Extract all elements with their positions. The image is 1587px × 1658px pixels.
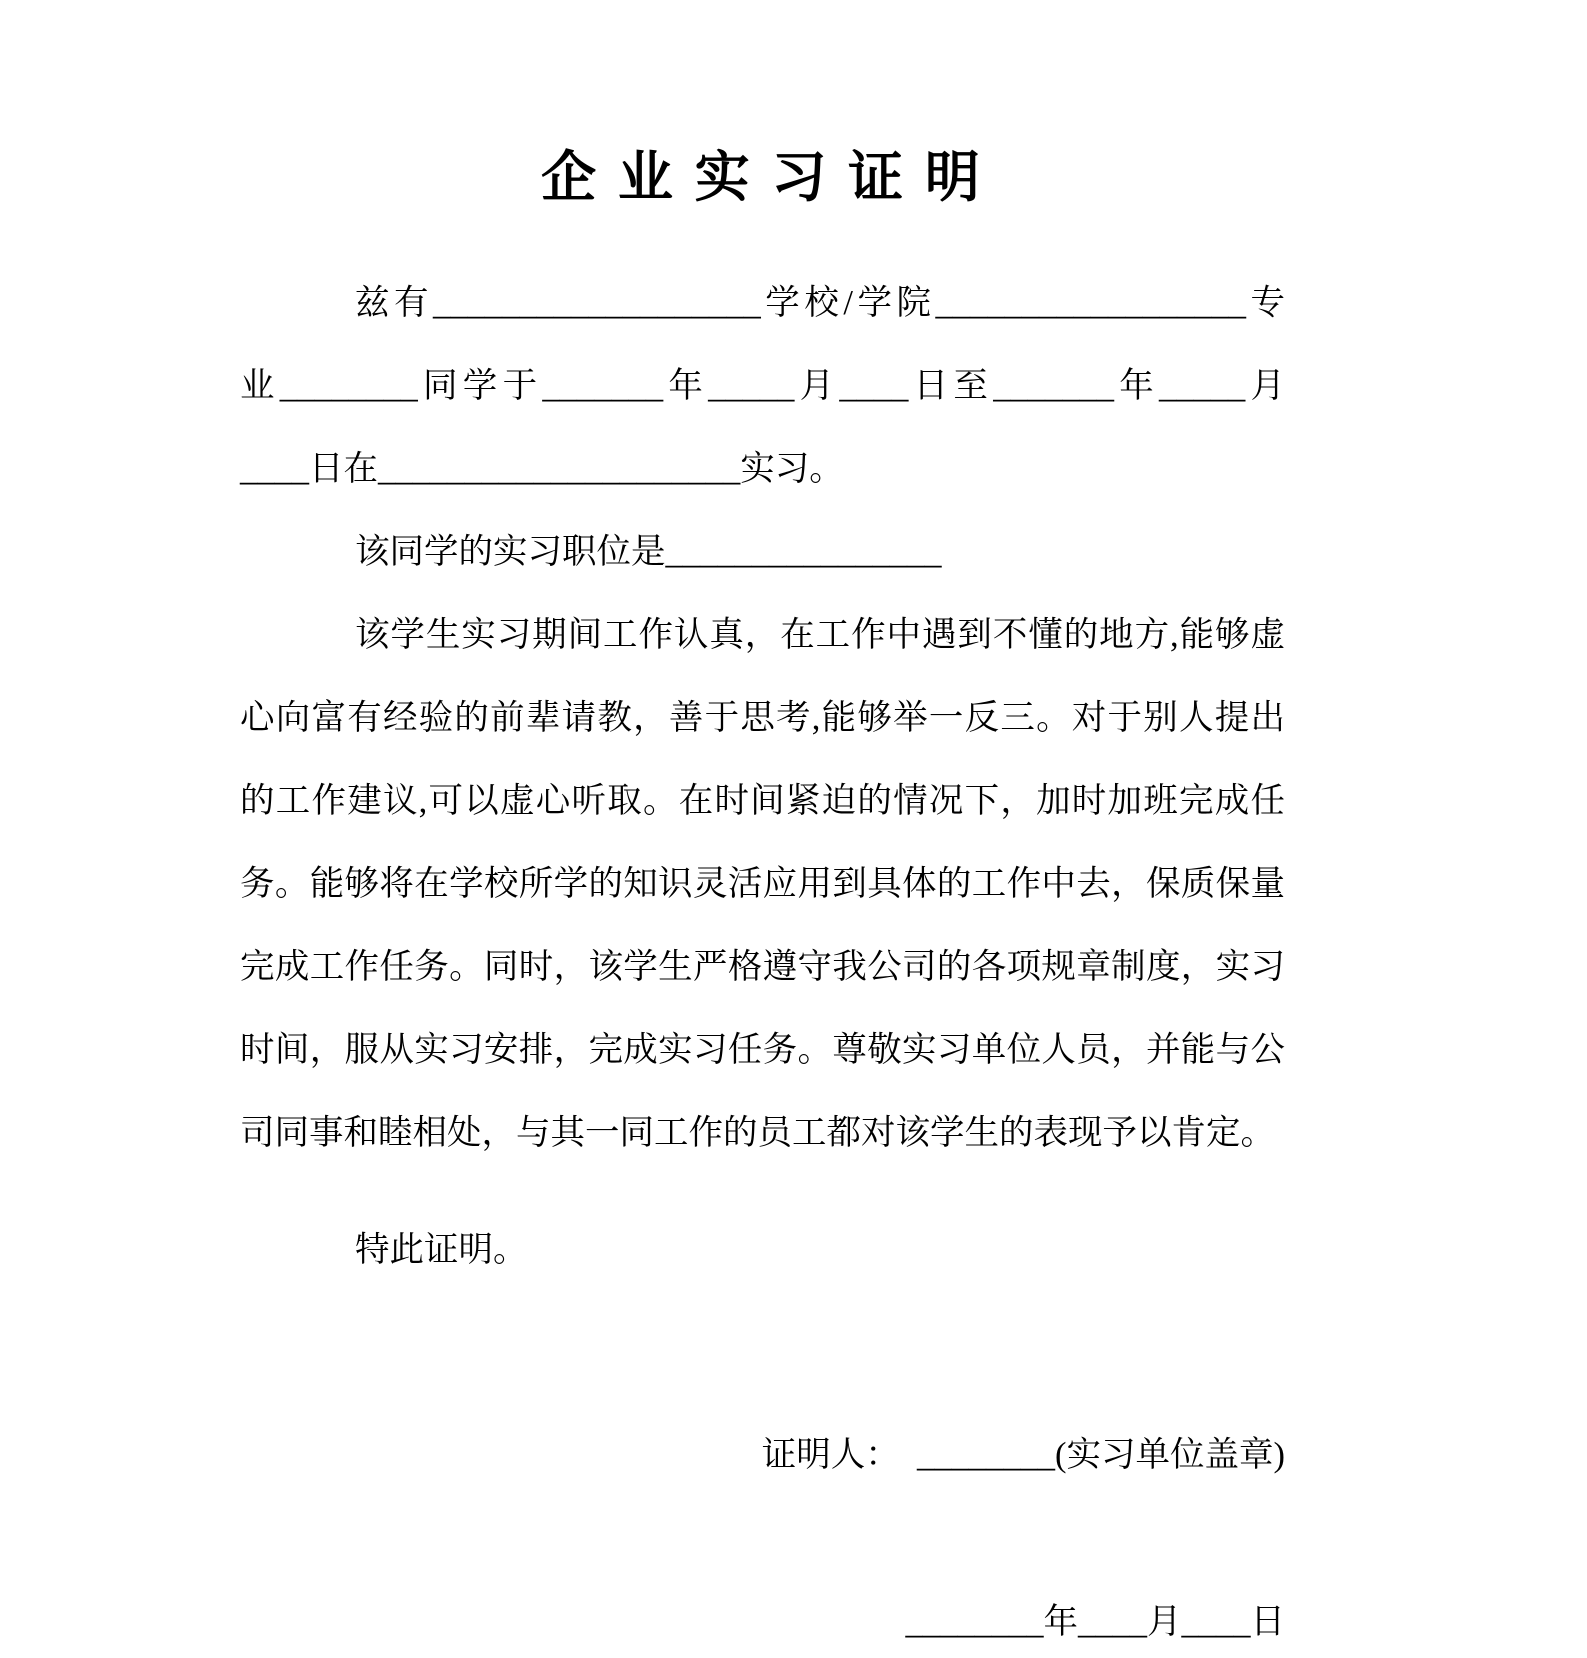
evaluation-paragraph-line-4: 务。能够将在学校所学的知识灵活应用到具体的工作中去，保质保量 xyxy=(240,865,1285,903)
evaluation-paragraph-line-6: 时间，服从实习安排，完成实习任务。尊敬实习单位人员，并能与公 xyxy=(240,1031,1285,1069)
document-title: 企 业 实 习 证 明 xyxy=(541,147,984,208)
document-body xyxy=(240,262,1285,1658)
line-school-college-blank: 兹有___________________学校/学院__________________专 xyxy=(355,284,1285,322)
evaluation-paragraph-line-1: 该学生实习期间工作认真，在工作中遇到不懂的地方,能够虚 xyxy=(355,616,1285,654)
evaluation-paragraph-line-3: 的工作建议,可以虚心听取。在时间紧迫的情况下，加时加班完成任 xyxy=(240,782,1285,820)
line-student-date-blanks: 业________同学于_______年_____月____日至_______年_____月 xyxy=(240,367,1285,405)
line-certifier-and-seal: 证明人： ________(实习单位盖章) xyxy=(761,1436,1285,1474)
line-internship-company-blank: ____日在_____________________实习。 xyxy=(240,450,844,488)
evaluation-paragraph-line-7: 司同事和睦相处，与其一同工作的员工都对该学生的表现予以肯定。 xyxy=(240,1114,1275,1152)
line-date-blanks: ________年____月____日 xyxy=(905,1603,1285,1641)
line-internship-position-blank: 该同学的实习职位是________________ xyxy=(355,533,942,571)
evaluation-paragraph-line-5: 完成工作任务。同时，该学生严格遵守我公司的各项规章制度，实习 xyxy=(240,948,1285,986)
line-hereby-certify: 特此证明。 xyxy=(355,1231,528,1269)
evaluation-paragraph-line-2: 心向富有经验的前辈请教，善于思考,能够举一反三。对于别人提出 xyxy=(240,699,1285,737)
